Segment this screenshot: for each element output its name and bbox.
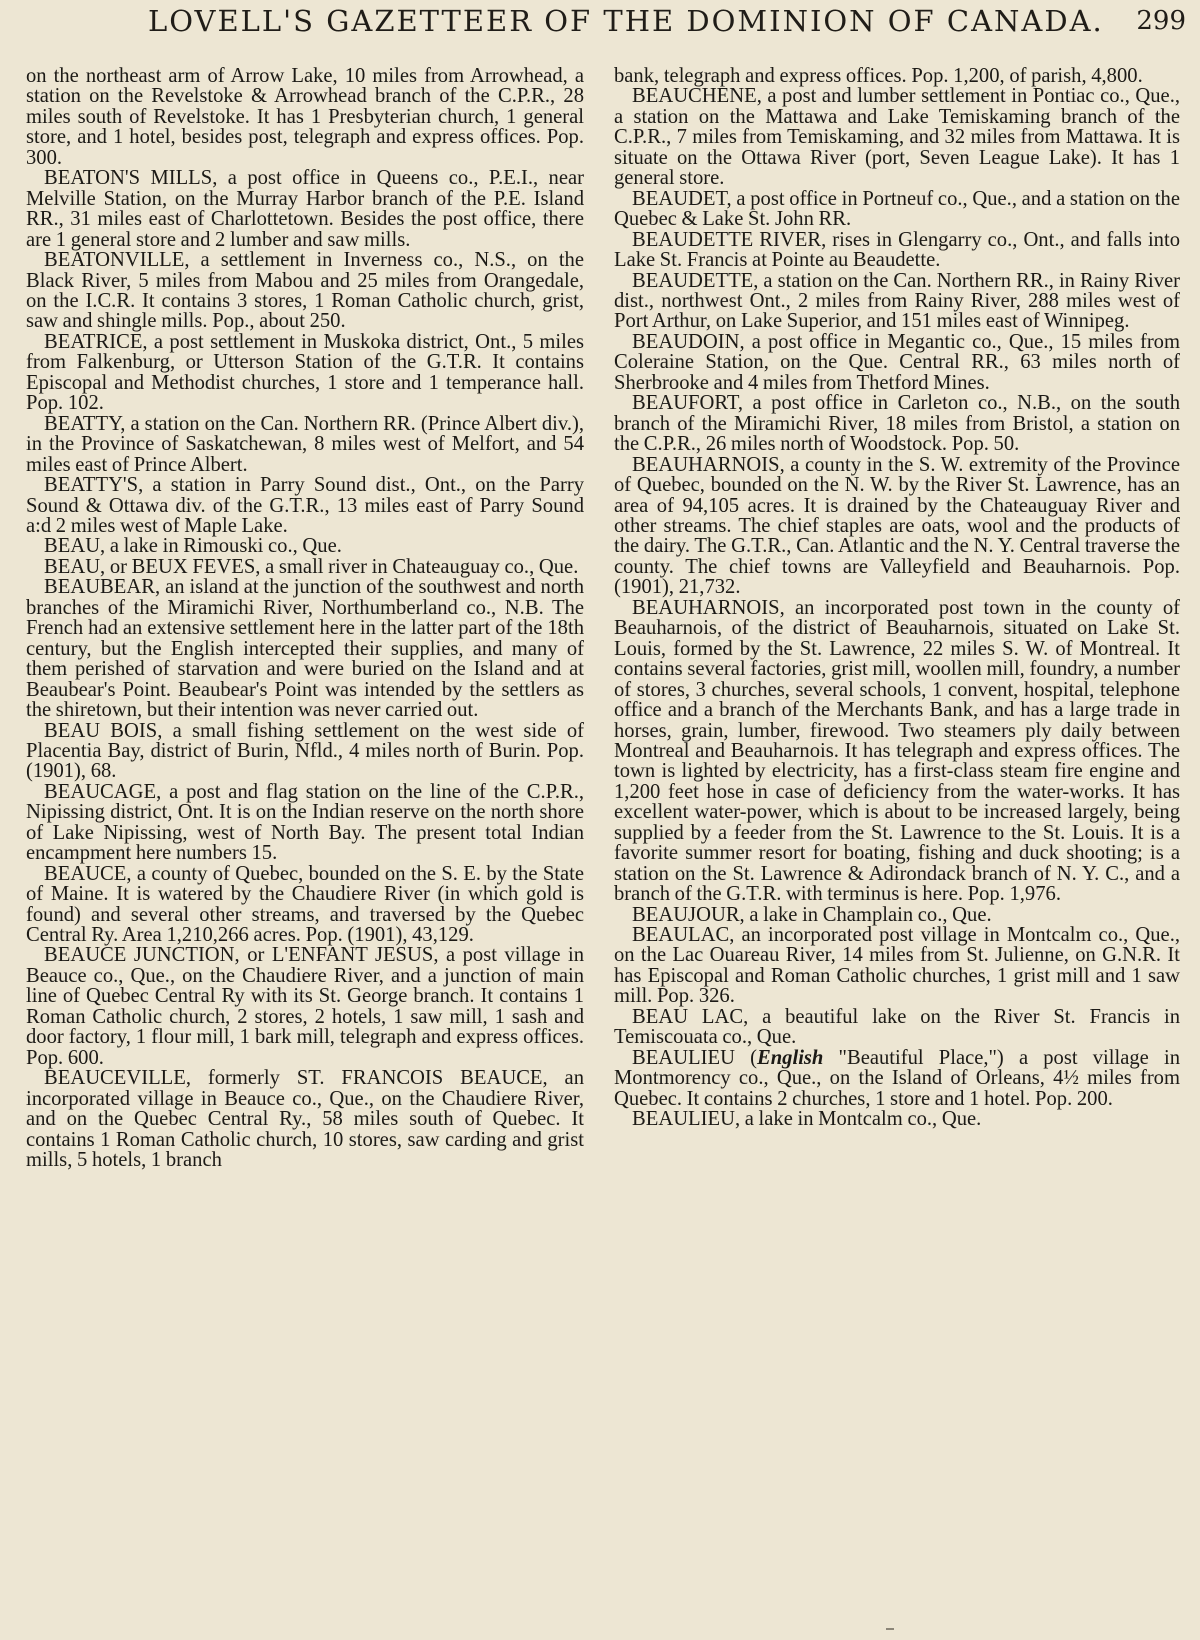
entry-paragraph: BEATRICE, a post settlement in Muskoka district, Ont., 5 miles from Falkenburg, or Utterson Station of the G.T.R. It contains Episcopal and Methodist churches, 1 store and 1 temperance hall. Pop. 102.: [26, 330, 584, 415]
running-title: LOVELL'S GAZETTEER OF THE DOMINION OF CANADA.: [148, 4, 1104, 38]
italic-term: English: [756, 1046, 824, 1069]
entry-paragraph: BEAUFORT, a post office in Carleton co., N.B., on the south branch of the Miramichi River, 18 miles from Bristol, a station on the C.P.R., 26 miles north of Woodstock. Pop. 50.: [614, 392, 1180, 456]
entry-paragraph: [614, 1048, 1180, 1109]
entry-paragraph: BEAUDETTE, a station on the Can. Northern RR., in Rainy River dist., northwest Ont., 2 miles from Rainy River, 288 miles west of Port Arthur, on Lake Superior, and 151 miles east of Winnipeg.: [614, 269, 1180, 333]
entry-paragraph: BEAULIEU, a lake in Montcalm co., Que.: [632, 1108, 982, 1131]
entry-paragraph: BEAUHARNOIS, an incorporated post town in the county of Beauharnois, of the district of Beauharnois, situated on Lake St. Louis, formed by the St. Lawrence, 22 miles S. W. of Montreal. It contains several factories, grist mill, woollen mill, foundry, a number of stores, 3 churches, several schools, 1 convent, hospital, telephone office and a branch of the Merchants Bank, and has a large trade in horses, grain, lumber, firewood. Two steamers ply daily between Montreal and Beauharnois. It has telegraph and express offices. The town is lighted by electricity, has a first-class steam fire engine and 1,200 feet hose in case of deficiency from the water-works. It has excellent water-power, which is about to be increased largely, being supplied by a feeder from the St. Lawrence to the St. Louis. It is a favorite summer resort for boating, fishing and duck shooting; is a station on the St. Lawrence & Adirondack branch of N. Y. C., and a branch of the G.T.R. with terminus is here. Pop. 1,976.: [614, 596, 1180, 906]
printer-mark: [886, 1628, 894, 1630]
entry-paragraph: BEAU LAC, a beautiful lake on the River St. Francis in Temiscouata co., Que.: [614, 1005, 1180, 1049]
entry-paragraph: BEAUDETTE RIVER, rises in Glengarry co., Ont., and falls into Lake St. Francis at Pointe au Beaudette.: [614, 228, 1180, 272]
entry-paragraph: BEAUCHENE, a post and lumber settlement in Pontiac co., Que., a station on the Mattawa and Lake Temiskaming branch of the C.P.R., 7 miles from Temiskaming, and 32 miles from Mattawa. It is situate on the Ottawa River (port, Seven League Lake). It has 1 general store.: [614, 85, 1180, 190]
entry-paragraph: BEATTY'S, a station in Parry Sound dist., Ont., on the Parry Sound & Ottawa div. of the G.T.R., 13 miles east of Parry Sound a:d 2 miles west of Maple Lake.: [26, 474, 584, 537]
right-column: [614, 66, 1180, 1638]
entry-paragraph: BEAU, a lake in Rimouski co., Que.: [44, 535, 342, 558]
left-column: [26, 66, 584, 1638]
entry-text: BEAULIEU (: [632, 1046, 757, 1069]
entry-paragraph: BEATONVILLE, a settlement in Inverness co., N.S., on the Black River, 5 miles from Mabou and 25 miles from Orangedale, on the I.C.R. It contains 3 stores, 1 Roman Catholic church, grist, saw and shingle mills. Pop., about 250.: [26, 249, 584, 333]
entry-paragraph: BEAUCE JUNCTION, or L'ENFANT JESUS, a post village in Beauce co., Que., on the Chaudiere River, and a junction of main line of Quebec Central Ry with its St. George branch. It contains 1 Roman Catholic church, 2 stores, 2 hotels, 1 saw mill, 1 sash and door factory, 1 flour mill, 1 bark mill, telegraph and express offices. Pop. 600.: [26, 944, 584, 1069]
page-header: [0, 0, 1200, 68]
entry-paragraph: bank, telegraph and express offices. Pop. 1,200, of parish, 4,800.: [614, 66, 1143, 87]
entry-paragraph: BEAU BOIS, a small fishing settlement on the west side of Placentia Bay, district of Burin, Nfld., 4 miles north of Burin. Pop. (1901), 68.: [26, 719, 584, 783]
entry-paragraph: BEAUCE, a county of Quebec, bounded on the S. E. by the State of Maine. It is watered by the Chaudiere River (in which gold is found) and several other streams, and traversed by the Quebec Central Ry. Area 1,210,266 acres. Pop. (1901), 43,129.: [26, 862, 584, 947]
entry-paragraph: BEAUCAGE, a post and flag station on the line of the C.P.R., Nipissing district, Ont. It is on the Indian reserve on the north shore of Lake Nipissing, west of North Bay. The present total Indian encampment here numbers 15.: [26, 780, 584, 865]
entry-paragraph: BEAUDOIN, a post office in Megantic co., Que., 15 miles from Coleraine Station, on the Que. Central RR., 63 miles north of Sherbrooke and 4 miles from Thetford Mines.: [614, 330, 1180, 394]
entry-paragraph: BEAUDET, a post office in Portneuf co., Que., and a station on the Quebec & Lake St. John RR.: [614, 187, 1180, 231]
entry-paragraph: BEAULAC, an incorporated post village in Montcalm co., Que., on the Lac Ouareau River, 14 miles from St. Julienne, on G.N.R. It has Episcopal and Roman Catholic churches, 1 grist mill and 1 saw mill. Pop. 326.: [614, 924, 1180, 1008]
page-number: 299: [1136, 6, 1186, 36]
entry-paragraph: on the northeast arm of Arrow Lake, 10 miles from Arrowhead, a station on the Revelstoke & Arrowhead branch of the C.P.R., 28 miles south of Revelstoke. It has 1 Presbyterian church, 1 general store, and 1 hotel, besides post, telegraph and express offices. Pop. 300.: [26, 66, 584, 169]
entry-paragraph: BEAUHARNOIS, a county in the S. W. extremity of the Province of Quebec, bounded on the N. W. by the River St. Lawrence, has an area of 94,105 acres. It is drained by the Chateauguay River and other streams. The chief staples are oats, wool and the products of the dairy. The G.T.R., Can. Atlantic and the N. Y. Central traverse the county. The chief towns are Valleyfield and Beauharnois. Pop. (1901), 21,732.: [614, 453, 1180, 599]
entry-paragraph: BEAUJOUR, a lake in Champlain co., Que.: [632, 903, 992, 926]
entry-paragraph: BEAUCEVILLE, formerly ST. FRANCOIS BEAUCE, an incorporated village in Beauce co., Que., on the Chaudiere River, and on the Quebec Central Ry., 58 miles south of Quebec. It contains 1 Roman Catholic church, 10 stores, saw carding and grist mills, 5 hotels, 1 branch: [26, 1067, 584, 1172]
entry-paragraph: BEATTY, a station on the Can. Northern RR. (Prince Albert div.), in the Province of Saskatchewan, 8 miles west of Melfort, and 54 miles east of Prince Albert.: [26, 412, 584, 476]
entry-paragraph: BEAUBEAR, an island at the junction of the southwest and north branches of the Miramichi River, Northumberland co., N.B. The French had an extensive settlement here in the latter part of the 18th century, but the English intercepted their supplies, and many of them perished of starvation and were buried on the Island and at Beaubear's Point. Beaubear's Point was intended by the settlers as the shiretown, but their intention was never carried out.: [26, 576, 584, 722]
entry-text: "Beautiful Place,") a post village in Montmorency co., Que., on the Island of Orleans, 4½ miles from Quebec. It contains 2 churches, 1 store and 1 hotel. Pop. 200.: [614, 1046, 1180, 1110]
entry-paragraph: BEAU, or BEUX FEVES, a small river in Chateauguay co., Que.: [44, 555, 579, 578]
entry-paragraph: BEATON'S MILLS, a post office in Queens co., P.E.I., near Melville Station, on the Murray Harbor branch of the P.E. Island RR., 31 miles east of Charlottetown. Besides the post office, there are 1 general store and 2 lumber and saw mills.: [26, 167, 584, 251]
